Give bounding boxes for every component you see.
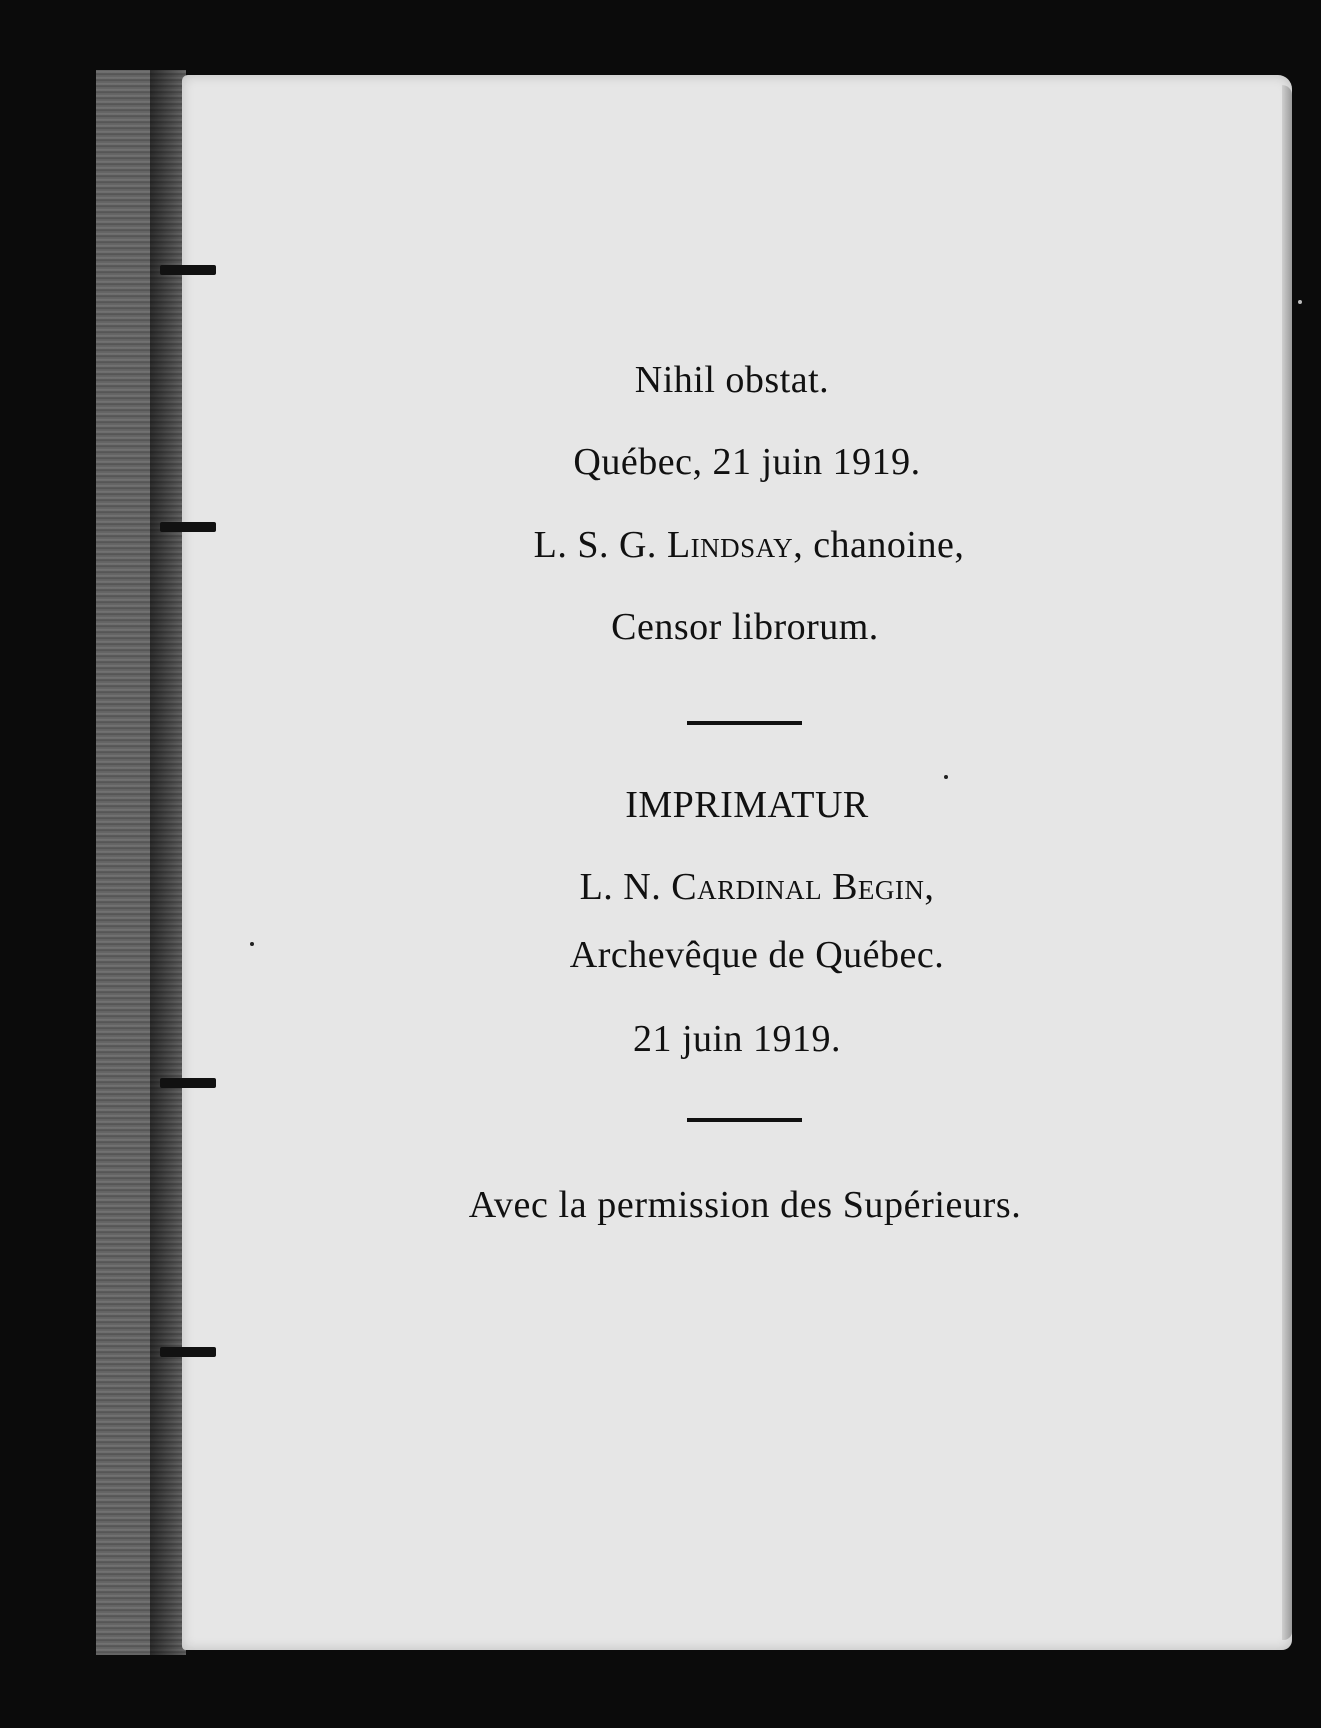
censor-surname: Lindsay: [666, 524, 794, 566]
divider-rule-1: [687, 721, 802, 725]
binding-stitch: [160, 1347, 216, 1357]
imprimatur-date: 21 juin 1919.: [632, 1018, 842, 1060]
censor-role: Censor librorum.: [611, 606, 879, 648]
imprimatur-name: Cardinal Begin: [671, 866, 925, 908]
ink-speck: [250, 942, 254, 946]
binding-stitch: [160, 265, 216, 275]
imprimatur-heading: IMPRIMATUR: [625, 784, 869, 826]
censor-title: , chanoine,: [793, 524, 965, 566]
permission-line: Avec la permission des Supérieurs.: [468, 1184, 1022, 1226]
binding-stitch: [160, 1078, 216, 1088]
ink-speck: [944, 775, 948, 779]
ink-speck: [1298, 300, 1302, 304]
binding-stitch: [160, 522, 216, 532]
censor-line: [194, 523, 1304, 567]
divider-rule-2: [687, 1118, 802, 1122]
approbation-place-date: Québec, 21 juin 1919.: [573, 441, 921, 483]
imprimatur-name-suffix: ,: [924, 866, 935, 908]
imprimatur-initials: L. N.: [579, 866, 662, 908]
page-content: [182, 75, 1292, 1650]
imprimatur-role: Archevêque de Québec.: [569, 934, 945, 976]
book-page: [182, 75, 1292, 1650]
nihil-obstat: Nihil obstat.: [634, 359, 830, 401]
censor-initials: L. S. G.: [533, 524, 657, 566]
imprimatur-name-line: [202, 865, 1312, 909]
